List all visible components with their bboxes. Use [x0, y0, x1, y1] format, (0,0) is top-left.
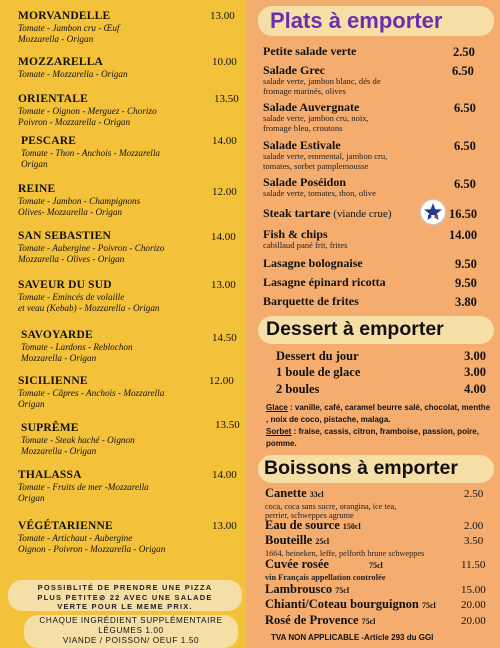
pizza-ingredients: Tomate - Mozzarella - Origan [18, 69, 128, 79]
plats-header [258, 6, 494, 36]
plat-name: Salade Grec [263, 63, 326, 77]
plat-name: Petite salade verte [263, 44, 357, 58]
dessert-item [276, 365, 486, 380]
extra-ingredients-text: CHAQUE INGRÉDIENT SUPPLÉMENTAIRE LÉGUMES 1.00 VIANDE / POISSON/ OEUF 1.50 [39, 616, 223, 645]
plat-name-label: Steak tartare [263, 206, 331, 220]
pizza-ingredients: Mozzarella - Origan [21, 446, 97, 456]
pizza-name: PESCARE [21, 135, 77, 147]
drink-name [265, 582, 487, 598]
pizza-price: 12.00 [209, 375, 234, 387]
pizza-ingredients: Tomate - Aubergine - Poivron - Chorizo [18, 243, 165, 253]
french-flag-badge-icon [420, 199, 446, 225]
pizza-price: 13.00 [211, 279, 236, 291]
plat-name: Salade Poséidon [263, 175, 347, 189]
drink-label: Lambrousco [265, 582, 333, 596]
dessert-item [276, 382, 486, 397]
pizza-item [21, 135, 247, 170]
pizza-item [18, 10, 244, 45]
plat-description: salade verte, tomates, thon, olive [263, 188, 376, 198]
plat-name: Lasagne épinard ricotta [263, 275, 386, 289]
plat-price: 14.00 [449, 228, 478, 242]
drink-label: Cuvée rosée [265, 557, 329, 571]
pizza-ingredients: Tomate - Fruits de mer -Mozzarella [18, 482, 149, 492]
plat-item [263, 295, 487, 308]
pizza-price: 14.00 [212, 135, 237, 147]
plat-name-note: (viande crue) [330, 208, 392, 220]
sorbet-label: Sorbet [266, 427, 292, 436]
dessert-price: 3.00 [464, 349, 486, 363]
pizza-name: REINE [18, 183, 56, 195]
plat-item [263, 45, 487, 58]
boissons-title: Boissons à emporter [264, 457, 458, 479]
plat-description: salade verte, emmental, jambon cru, [263, 151, 388, 161]
pizza-price: 14.50 [212, 332, 237, 344]
drink-item [265, 613, 487, 629]
drink-description: perrier, schweppes agrume [265, 511, 354, 520]
drink-price: 3.50 [464, 535, 484, 547]
pizza-item [21, 419, 247, 457]
dessert-item [276, 349, 486, 364]
drink-size: 75cl [421, 601, 436, 610]
pizza-item [18, 183, 244, 218]
plat-price: 6.50 [454, 101, 476, 115]
plat-name: Salade Estivale [263, 138, 341, 152]
pizza-ingredients: Origan [18, 493, 45, 503]
drink-name [265, 613, 487, 629]
sorbet-flavors-text: : fraise, cassis, citron, framboise, passion, poire, pomme. [266, 427, 479, 448]
pizza-price: 13.00 [212, 520, 237, 532]
pizza-ingredients: Tomate - Emincés de volaille [18, 292, 125, 302]
pizza-ingredients: Tomate - Lardons - Reblochon [21, 342, 133, 352]
pizza-price: 13.50 [214, 93, 239, 105]
drink-size: 25cl [315, 537, 330, 546]
pizza-name: SAN SEBASTIEN [18, 230, 112, 242]
drink-description: vin Français appellation controlée [265, 573, 386, 582]
plat-item [263, 228, 487, 251]
drink-label: Rosé de Provence [265, 613, 359, 627]
plat-price: 2.50 [453, 45, 475, 59]
plats-title: Plats à emporter [270, 8, 443, 33]
drink-item [265, 557, 487, 582]
drink-description: coca, coca sans sucre, orangina, ice tea, [265, 502, 397, 511]
plat-description: salade verte, jambon blanc, dés de [263, 76, 381, 86]
dessert-title: Dessert à emporter [266, 318, 444, 340]
pizza-ingredients: Tomate - Thon - Anchois - Mozzarella [21, 148, 161, 158]
plat-name: Fish & chips [263, 227, 328, 241]
pizza-offer-text: POSSIBLITÉ DE PRENDRE UNE PIZZA PLUS PETITE⊘ 22 AVEC UNE SALADE VERTE POUR LE MEME PRIX. [37, 583, 213, 611]
drink-price: 11.50 [461, 559, 486, 571]
pizza-item [18, 56, 244, 80]
dessert-price: 3.00 [464, 365, 486, 379]
plat-price: 6.50 [454, 177, 476, 191]
pizza-ingredients: Poivron - Mozzarella - Origan [18, 117, 131, 127]
pizza-ingredients: Tomate - Jambon cru - Œuf [18, 23, 120, 33]
drink-description: 1664, heineken, leffe, pelforth brune schweppes [265, 549, 425, 558]
plat-item [263, 139, 487, 171]
pizza-ingredients: Tomate - Steak haché - Oignon [21, 435, 135, 445]
drink-item [265, 597, 487, 613]
plat-item [263, 276, 487, 289]
plat-name: Salade Auvergnate [263, 100, 360, 114]
pizza-name: SAVEUR DU SUD [18, 279, 112, 291]
pizza-name: ORIENTALE [18, 93, 88, 105]
plat-price: 9.50 [455, 276, 477, 290]
pizza-item [18, 520, 244, 555]
plat-item [263, 64, 487, 96]
plat-price: 16.50 [449, 207, 478, 221]
drink-name [265, 518, 487, 534]
pizza-price: 14.00 [212, 469, 237, 481]
dessert-name: 1 boule de glace [276, 365, 361, 379]
drink-label: Chianti/Coteau bourguignon [265, 597, 419, 611]
drink-price: 2.00 [464, 520, 484, 532]
drink-price: 15.00 [461, 584, 486, 596]
pizza-ingredients: Mozzarella - Origan [18, 34, 94, 44]
drink-price: 2.50 [464, 488, 484, 500]
drink-size: 75cl [368, 561, 383, 570]
plat-name: Barquette de frites [263, 294, 359, 308]
ice-cream-flavors [266, 402, 492, 426]
pizza-item [18, 375, 244, 410]
pizza-price: 10.00 [212, 56, 237, 68]
pizza-ingredients: Mozzarella - Origan [21, 353, 97, 363]
pizza-ingredients: Mozzarella - Olives - Origan [18, 254, 125, 264]
drink-label: Eau de source [265, 518, 340, 532]
pizza-price: 13.50 [215, 419, 240, 431]
pizza-ingredients: Tomate - Oignon - Merguez - Chorizo [18, 106, 157, 116]
pizza-item [18, 230, 244, 265]
dessert-header [258, 316, 494, 344]
dessert-name: Dessert du jour [276, 349, 359, 363]
drink-name [265, 486, 487, 502]
drink-size: 75cl [361, 617, 376, 626]
glace-flavors: : vanille, café, caramel beurre salé, chocolat, menthe , noix de coco, pistache, malaga. [266, 403, 491, 424]
pizza-ingredients: Oignon - Poivron - Mozzarella - Origan [18, 544, 166, 554]
plat-item [263, 257, 487, 270]
plat-price: 6.50 [452, 64, 474, 78]
pizza-ingredients: et veau (Kebab) - Mozzarella - Origan [18, 303, 160, 313]
plat-description: salade verte, jambon cru, noix, [263, 113, 369, 123]
plat-item [263, 176, 487, 199]
plat-item [263, 101, 487, 133]
pizza-name: MOZZARELLA [18, 56, 104, 68]
pizza-name: SICILIENNE [18, 375, 88, 387]
dessert-price: 4.00 [464, 382, 486, 396]
pizza-price: 13.00 [210, 10, 235, 22]
pizza-ingredients: Origan [18, 399, 45, 409]
pizza-name: SAVOYARDE [21, 329, 93, 341]
pizza-ingredients: Olives- Mozzarella - Origan [18, 207, 123, 217]
pizza-name: VÉGÉTARIENNE [18, 520, 113, 532]
drink-size: 150cl [342, 522, 361, 531]
drink-item [265, 582, 487, 598]
plat-description: cabillaud pané frit, frites [263, 240, 348, 250]
dessert-name: 2 boules [276, 382, 320, 396]
plat-price: 9.50 [455, 257, 477, 271]
pizza-ingredients: Tomate - Câpres - Anchois - Mozzarella [18, 388, 165, 398]
glace-label: Glace [266, 403, 288, 412]
plat-price: 3.80 [455, 295, 477, 309]
boissons-header [258, 455, 494, 483]
pizza-ingredients: Tomate - Jambon - Champignons [18, 196, 141, 206]
pizza-item [21, 329, 247, 364]
plat-description: tomates, sorbet pamplemousse [263, 160, 369, 171]
drink-name [265, 597, 487, 613]
pizza-ingredients: Tomate - Artichaut - Aubergine [18, 533, 133, 543]
drink-price: 20.00 [461, 599, 486, 611]
pizza-offer-note [8, 580, 242, 611]
drink-name [265, 557, 487, 573]
drink-label: Canette [265, 486, 307, 500]
pizza-name: MORVANDELLE [18, 10, 111, 22]
drink-price: 20.00 [461, 615, 486, 627]
drink-size: 75cl [335, 586, 350, 595]
pizza-name: SUPRÊME [21, 422, 79, 434]
drink-label: Bouteille [265, 533, 313, 547]
plat-item [263, 207, 487, 221]
plat-price: 6.50 [454, 139, 476, 153]
pizza-item [18, 469, 244, 504]
drink-item [265, 518, 487, 534]
plat-description: fromage marinés, olives [263, 85, 346, 96]
pizza-name: THALASSA [18, 469, 82, 481]
drink-item [265, 533, 487, 558]
plat-name: Lasagne bolognaise [263, 256, 363, 270]
sorbet-flavors [266, 426, 492, 450]
drink-name [265, 533, 487, 549]
plat-description: fromage bleu, croutons [263, 122, 343, 133]
pizza-ingredients: Origan [21, 159, 48, 169]
pizza-item [18, 93, 244, 128]
pizza-price: 12.00 [212, 186, 237, 198]
pizza-item [18, 279, 244, 314]
vat-footer: TVA NON APPLICABLE -Article 293 du GGI [271, 633, 434, 642]
drink-size: 33cl [309, 490, 324, 499]
extra-ingredients-note [24, 615, 238, 648]
drink-item [265, 486, 487, 520]
pizza-price: 14.00 [211, 231, 236, 243]
